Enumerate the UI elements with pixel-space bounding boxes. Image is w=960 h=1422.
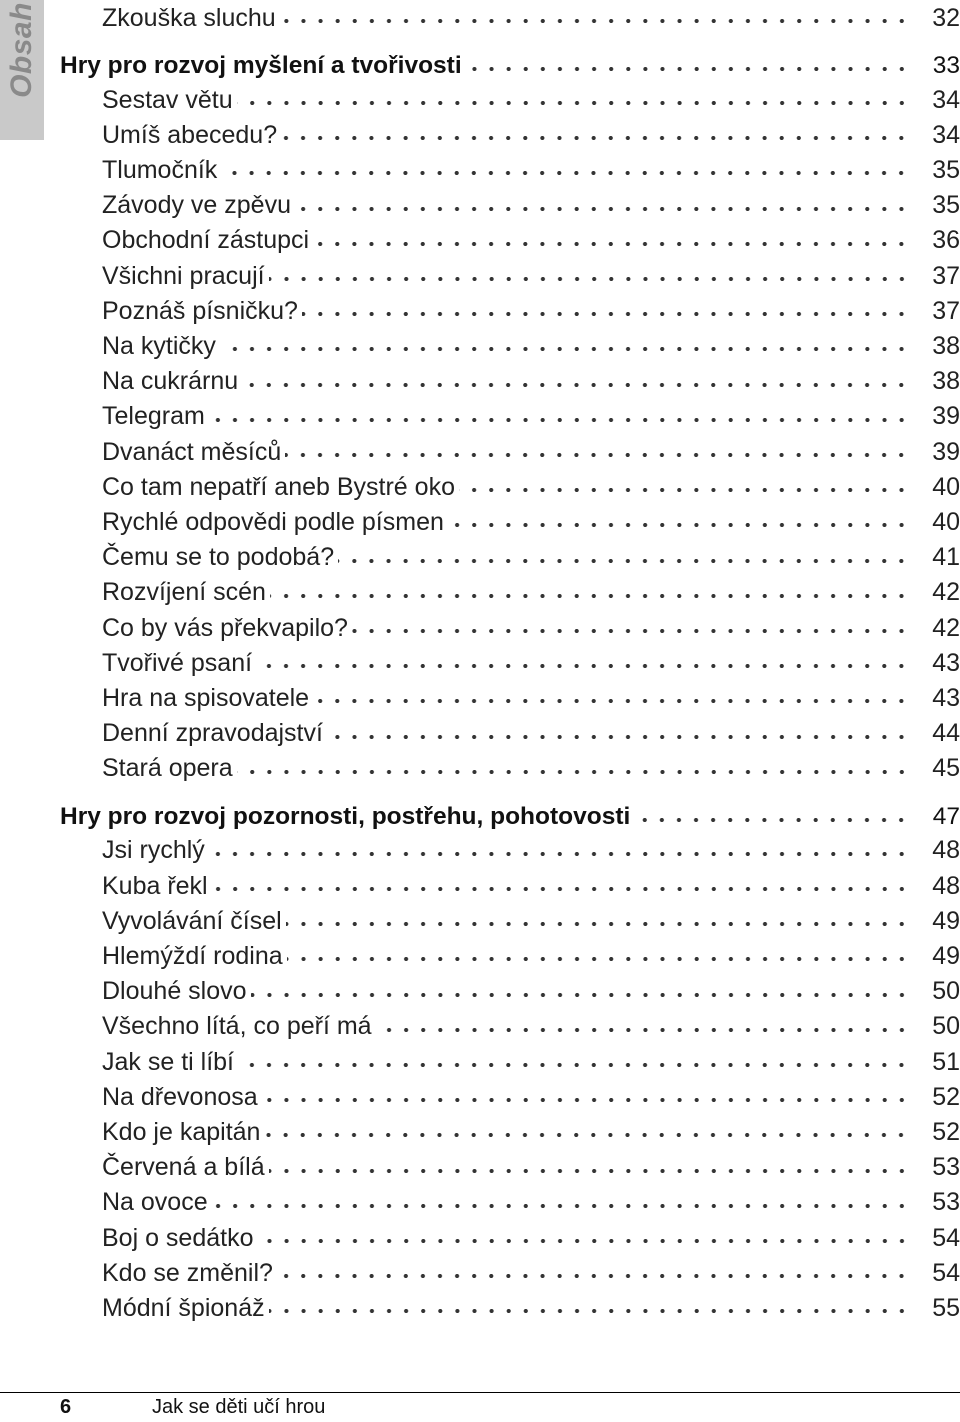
dot-leader bbox=[242, 380, 910, 390]
toc-entry[interactable] bbox=[60, 903, 960, 939]
toc-page-number: 37 bbox=[932, 296, 960, 325]
dot-leader bbox=[634, 815, 910, 825]
toc-entry-title: Kdo se změnil? bbox=[102, 1258, 273, 1287]
toc-section-heading[interactable] bbox=[60, 799, 960, 835]
dot-leader bbox=[262, 1095, 910, 1105]
toc-entry-title: Na cukrárnu bbox=[102, 367, 239, 396]
toc-entry[interactable] bbox=[60, 82, 960, 118]
toc-page-number: 48 bbox=[932, 871, 960, 900]
toc-page-number: 47 bbox=[932, 802, 960, 830]
dot-leader bbox=[277, 1271, 910, 1281]
toc-entry-title: Na ovoce bbox=[102, 1188, 208, 1217]
toc-page-number: 43 bbox=[932, 683, 960, 712]
toc-page-number: 53 bbox=[932, 1153, 960, 1182]
toc-entry-title: Co tam nepatří aneb Bystré oko bbox=[102, 472, 455, 501]
toc-entry[interactable] bbox=[60, 188, 960, 224]
toc-entry-title: Hlemýždí rodina bbox=[102, 941, 283, 970]
toc-page-number: 39 bbox=[932, 437, 960, 466]
dot-leader bbox=[212, 1201, 910, 1211]
toc-entry-title: Všichni pracují bbox=[102, 261, 265, 290]
toc-page-number: 53 bbox=[932, 1188, 960, 1217]
dot-leader bbox=[285, 450, 910, 460]
dot-leader bbox=[221, 168, 910, 178]
footer-rule bbox=[0, 1392, 960, 1393]
toc-entry[interactable] bbox=[60, 1290, 960, 1326]
toc-page-number: 39 bbox=[932, 402, 960, 431]
dot-leader bbox=[281, 133, 910, 143]
toc-page-number: 40 bbox=[932, 507, 960, 536]
dot-leader bbox=[338, 556, 910, 566]
dot-leader bbox=[256, 661, 910, 671]
toc-entry-title: Dlouhé slovo bbox=[102, 977, 247, 1006]
toc-entry-title: Dvanáct měsíců bbox=[102, 437, 282, 466]
dot-leader bbox=[269, 274, 910, 284]
dot-leader bbox=[220, 344, 910, 354]
toc-page-number: 40 bbox=[932, 472, 960, 501]
toc-page-number: 43 bbox=[932, 648, 960, 677]
toc-entry-title: Jak se ti líbí bbox=[102, 1047, 234, 1076]
toc-page-number: 49 bbox=[932, 906, 960, 935]
toc-page-number: 37 bbox=[932, 261, 960, 290]
toc-page-number: 35 bbox=[932, 155, 960, 184]
toc-entry[interactable] bbox=[60, 1255, 960, 1291]
toc-heading-title: Hry pro rozvoj pozornosti, postřehu, pohotovosti bbox=[60, 802, 631, 830]
toc-entry-title: Co by vás překvapilo? bbox=[102, 613, 348, 642]
toc-entry[interactable] bbox=[60, 1150, 960, 1186]
page-footer bbox=[0, 1392, 960, 1420]
toc-entry-title: Poznáš písničku? bbox=[102, 296, 298, 325]
toc-page-number: 42 bbox=[932, 613, 960, 642]
toc-entry-title: Tvořivé psaní bbox=[102, 648, 253, 677]
toc-entry-title: Červená a bílá bbox=[102, 1153, 265, 1182]
dot-leader bbox=[287, 954, 910, 964]
toc-entry[interactable] bbox=[60, 364, 960, 400]
toc-entry-title: Závody ve zpěvu bbox=[102, 191, 291, 220]
toc-entry-title: Rozvíjení scén bbox=[102, 578, 266, 607]
toc-page-number: 38 bbox=[932, 367, 960, 396]
toc-entry[interactable] bbox=[60, 610, 960, 646]
toc-page-number: 51 bbox=[932, 1047, 960, 1076]
toc-entry-title: Denní zpravodajství bbox=[102, 719, 323, 748]
toc-page-number: 50 bbox=[932, 1012, 960, 1041]
toc-entry[interactable] bbox=[60, 434, 960, 470]
section-tab-label: Obsah bbox=[5, 2, 38, 98]
toc-entry[interactable] bbox=[60, 716, 960, 752]
toc-page-number: 42 bbox=[932, 578, 960, 607]
toc-entry[interactable] bbox=[60, 258, 960, 294]
dot-leader bbox=[286, 919, 910, 929]
toc-entry[interactable] bbox=[60, 645, 960, 681]
toc-page-number: 52 bbox=[932, 1082, 960, 1111]
toc-entry[interactable] bbox=[60, 833, 960, 869]
toc-entry[interactable] bbox=[60, 152, 960, 188]
dot-leader bbox=[327, 732, 910, 742]
toc-entry[interactable] bbox=[60, 1044, 960, 1080]
toc-entry[interactable] bbox=[60, 1009, 960, 1045]
toc-entry[interactable] bbox=[60, 680, 960, 716]
toc-page-number: 52 bbox=[932, 1117, 960, 1146]
toc-entry-title: Tlumočník bbox=[102, 155, 218, 184]
toc-page-number: 32 bbox=[932, 3, 960, 32]
page-number: 6 bbox=[60, 1396, 72, 1418]
book-title: Jak se děti učí hrou bbox=[152, 1396, 326, 1418]
toc-entry[interactable] bbox=[60, 751, 960, 787]
toc-page-number: 54 bbox=[932, 1258, 960, 1287]
dot-leader bbox=[258, 1236, 911, 1246]
toc-entry[interactable] bbox=[60, 540, 960, 576]
dot-leader bbox=[295, 204, 910, 214]
dot-leader bbox=[269, 1306, 910, 1316]
toc-entry[interactable] bbox=[60, 974, 960, 1010]
toc-entry-title: Hra na spisovatele bbox=[102, 683, 310, 712]
toc-entry-title: Rychlé odpovědi podle písmen bbox=[102, 507, 444, 536]
dot-leader bbox=[459, 485, 910, 495]
toc-entry-title: Sestav větu bbox=[102, 85, 233, 114]
dot-leader bbox=[302, 309, 910, 319]
toc-page-number: 35 bbox=[932, 191, 960, 220]
toc-page-number: 34 bbox=[932, 85, 960, 114]
dot-leader bbox=[313, 696, 910, 706]
dot-leader bbox=[237, 98, 910, 108]
toc-page-number: 45 bbox=[932, 754, 960, 783]
toc-entry[interactable] bbox=[60, 575, 960, 611]
toc-entry-title: Na kytičky bbox=[102, 331, 216, 360]
toc-entry[interactable] bbox=[60, 868, 960, 904]
toc-entry[interactable] bbox=[60, 1114, 960, 1150]
dot-leader bbox=[238, 1060, 910, 1070]
toc-entry[interactable] bbox=[60, 328, 960, 364]
toc-entry-title: Kuba řekl bbox=[102, 871, 208, 900]
toc-entry-title: Umíš abecedu? bbox=[102, 120, 278, 149]
toc-entry[interactable] bbox=[60, 223, 960, 259]
toc-entry[interactable] bbox=[60, 1220, 960, 1256]
toc-section-heading[interactable] bbox=[60, 48, 960, 84]
toc-heading-title: Hry pro rozvoj myšlení a tvořivosti bbox=[60, 52, 462, 79]
toc-page-number: 48 bbox=[932, 836, 960, 865]
toc-entry[interactable] bbox=[60, 504, 960, 540]
toc-page-number: 50 bbox=[932, 977, 960, 1006]
toc-entry-title: Módní špionáž bbox=[102, 1293, 265, 1322]
dot-leader bbox=[280, 16, 910, 26]
toc-page-number: 54 bbox=[932, 1223, 960, 1252]
dot-leader bbox=[264, 1130, 910, 1140]
dot-leader bbox=[376, 1025, 910, 1035]
toc-entry-title: Telegram bbox=[102, 402, 205, 431]
toc-entry[interactable] bbox=[60, 293, 960, 329]
dot-leader bbox=[352, 626, 910, 636]
dot-leader bbox=[237, 767, 910, 777]
toc-entry[interactable] bbox=[60, 469, 960, 505]
toc-page-number: 55 bbox=[932, 1293, 960, 1322]
toc-entry-title: Boj o sedátko bbox=[102, 1223, 254, 1252]
dot-leader bbox=[466, 64, 910, 74]
toc-entry[interactable] bbox=[60, 0, 960, 36]
toc-entry[interactable] bbox=[60, 1185, 960, 1221]
toc-page-number: 33 bbox=[932, 52, 960, 79]
toc-entry-title: Kdo je kapitán bbox=[102, 1117, 261, 1146]
toc-entry-title: Na dřevonosa bbox=[102, 1082, 258, 1111]
toc-entry[interactable] bbox=[60, 938, 960, 974]
toc-entry-title: Všechno lítá, co peří má bbox=[102, 1012, 372, 1041]
toc-entry-title: Vyvolávání čísel bbox=[102, 906, 282, 935]
toc-entry[interactable] bbox=[60, 1079, 960, 1115]
dot-leader bbox=[270, 591, 910, 601]
toc-page-number: 44 bbox=[932, 719, 960, 748]
dot-leader bbox=[209, 415, 910, 425]
toc-page-number: 36 bbox=[932, 226, 960, 255]
dot-leader bbox=[209, 849, 910, 859]
section-tab bbox=[0, 0, 44, 140]
toc-page-number: 38 bbox=[932, 331, 960, 360]
toc-page-number: 34 bbox=[932, 120, 960, 149]
toc-entry-title: Stará opera bbox=[102, 754, 233, 783]
dot-leader bbox=[251, 990, 910, 1000]
toc-page-number: 49 bbox=[932, 941, 960, 970]
dot-leader bbox=[269, 1166, 910, 1176]
toc-page-number: 41 bbox=[932, 543, 960, 572]
toc-entry-title: Zkouška sluchu bbox=[102, 3, 276, 32]
toc-entry-title: Čemu se to podobá? bbox=[102, 543, 335, 572]
dot-leader bbox=[313, 239, 910, 249]
dot-leader bbox=[212, 884, 910, 894]
toc-entry-title: Jsi rychlý bbox=[102, 836, 205, 865]
dot-leader bbox=[448, 520, 910, 530]
toc-entry[interactable] bbox=[60, 117, 960, 153]
toc-entry[interactable] bbox=[60, 399, 960, 435]
toc-entry-title: Obchodní zástupci bbox=[102, 226, 310, 255]
